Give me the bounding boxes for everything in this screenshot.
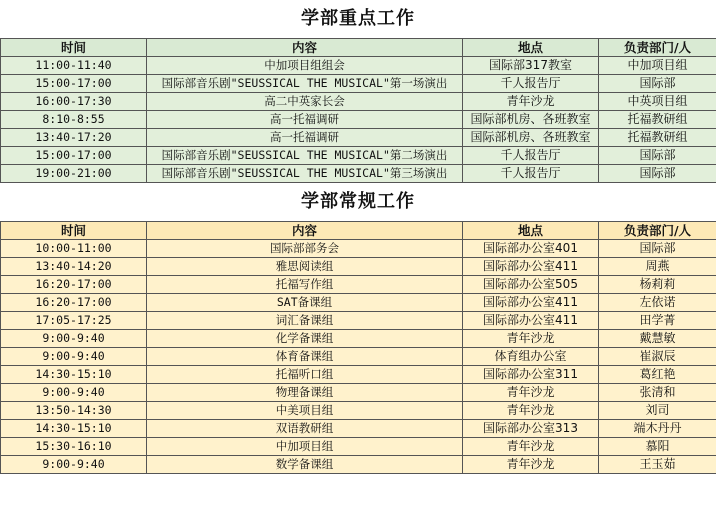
cell-content: 中美项目组 [147, 402, 463, 420]
table-header-row [1, 222, 716, 240]
header-time: 时间 [1, 39, 147, 57]
cell-location: 国际部办公室505 [463, 276, 599, 294]
cell-location: 千人报告厅 [463, 75, 599, 93]
cell-location: 国际部机房、各班教室 [463, 111, 599, 129]
table-row [1, 366, 716, 384]
cell-owner: 中加项目组 [599, 57, 716, 75]
cell-location: 国际部办公室311 [463, 366, 599, 384]
header-owner: 负责部门/人 [599, 222, 716, 240]
cell-owner: 托福教研组 [599, 129, 716, 147]
table-row [1, 240, 716, 258]
cell-content: 中加项目组组会 [147, 57, 463, 75]
cell-content: 化学备课组 [147, 330, 463, 348]
cell-time: 14:30-15:10 [1, 366, 147, 384]
cell-time: 16:20-17:00 [1, 294, 147, 312]
cell-time: 13:50-14:30 [1, 402, 147, 420]
header-location: 地点 [463, 39, 599, 57]
cell-owner: 戴慧敏 [599, 330, 716, 348]
cell-owner: 王玉茹 [599, 456, 716, 474]
cell-content: 高一托福调研 [147, 111, 463, 129]
cell-time: 17:05-17:25 [1, 312, 147, 330]
table-row [1, 93, 716, 111]
cell-time: 8:10-8:55 [1, 111, 147, 129]
table-row [1, 330, 716, 348]
cell-location: 青年沙龙 [463, 456, 599, 474]
table-row [1, 456, 716, 474]
table-header-row [1, 39, 716, 57]
cell-content: 国际部部务会 [147, 240, 463, 258]
table-row [1, 75, 716, 93]
routine-work-table [0, 221, 716, 474]
cell-location: 国际部办公室411 [463, 294, 599, 312]
table-row [1, 438, 716, 456]
header-time: 时间 [1, 222, 147, 240]
table-row [1, 384, 716, 402]
header-content: 内容 [147, 39, 463, 57]
cell-owner: 周燕 [599, 258, 716, 276]
cell-content: 中加项目组 [147, 438, 463, 456]
cell-content: 高二中英家长会 [147, 93, 463, 111]
table-row [1, 57, 716, 75]
cell-owner: 国际部 [599, 147, 716, 165]
cell-owner: 端木丹丹 [599, 420, 716, 438]
cell-owner: 杨莉莉 [599, 276, 716, 294]
key-work-table [0, 38, 716, 183]
cell-time: 11:00-11:40 [1, 57, 147, 75]
cell-time: 14:30-15:10 [1, 420, 147, 438]
cell-content: 国际部音乐剧"SEUSSICAL THE MUSICAL"第一场演出 [147, 75, 463, 93]
cell-location: 青年沙龙 [463, 402, 599, 420]
cell-time: 9:00-9:40 [1, 330, 147, 348]
cell-time: 16:20-17:00 [1, 276, 147, 294]
cell-time: 9:00-9:40 [1, 348, 147, 366]
cell-content: 双语教研组 [147, 420, 463, 438]
cell-content: 托福写作组 [147, 276, 463, 294]
cell-time: 15:30-16:10 [1, 438, 147, 456]
table-row [1, 165, 716, 183]
header-location: 地点 [463, 222, 599, 240]
cell-location: 青年沙龙 [463, 93, 599, 111]
cell-owner: 中英项目组 [599, 93, 716, 111]
section-title-routine-work: 学部常规工作 [301, 191, 415, 212]
cell-location: 青年沙龙 [463, 384, 599, 402]
cell-location: 国际部办公室411 [463, 312, 599, 330]
cell-content: SAT备课组 [147, 294, 463, 312]
cell-owner: 葛红艳 [599, 366, 716, 384]
cell-owner: 国际部 [599, 240, 716, 258]
cell-owner: 崔淑辰 [599, 348, 716, 366]
cell-owner: 张清和 [599, 384, 716, 402]
header-content: 内容 [147, 222, 463, 240]
cell-location: 国际部机房、各班教室 [463, 129, 599, 147]
cell-content: 高一托福调研 [147, 129, 463, 147]
cell-owner: 托福教研组 [599, 111, 716, 129]
cell-time: 13:40-17:20 [1, 129, 147, 147]
cell-time: 19:00-21:00 [1, 165, 147, 183]
cell-location: 国际部317教室 [463, 57, 599, 75]
table-row [1, 129, 716, 147]
cell-owner: 刘司 [599, 402, 716, 420]
table-row [1, 258, 716, 276]
cell-owner: 国际部 [599, 165, 716, 183]
cell-content: 国际部音乐剧"SEUSSICAL THE MUSICAL"第二场演出 [147, 147, 463, 165]
section-title-key-work: 学部重点工作 [301, 8, 415, 29]
header-owner: 负责部门/人 [599, 39, 716, 57]
cell-location: 体育组办公室 [463, 348, 599, 366]
cell-location: 国际部办公室411 [463, 258, 599, 276]
cell-owner: 慕阳 [599, 438, 716, 456]
table-row [1, 276, 716, 294]
cell-location: 国际部办公室313 [463, 420, 599, 438]
cell-content: 托福听口组 [147, 366, 463, 384]
table-row [1, 111, 716, 129]
cell-time: 13:40-14:20 [1, 258, 147, 276]
cell-location: 青年沙龙 [463, 330, 599, 348]
table-row [1, 348, 716, 366]
table-row [1, 402, 716, 420]
cell-content: 雅思阅读组 [147, 258, 463, 276]
cell-location: 千人报告厅 [463, 147, 599, 165]
cell-time: 10:00-11:00 [1, 240, 147, 258]
cell-location: 国际部办公室401 [463, 240, 599, 258]
cell-owner: 国际部 [599, 75, 716, 93]
cell-time: 9:00-9:40 [1, 456, 147, 474]
cell-content: 数学备课组 [147, 456, 463, 474]
cell-location: 青年沙龙 [463, 438, 599, 456]
cell-time: 9:00-9:40 [1, 384, 147, 402]
table-row [1, 312, 716, 330]
table-row [1, 147, 716, 165]
cell-owner: 左依诺 [599, 294, 716, 312]
table-row [1, 420, 716, 438]
cell-content: 体育备课组 [147, 348, 463, 366]
table-row [1, 294, 716, 312]
cell-time: 15:00-17:00 [1, 75, 147, 93]
cell-owner: 田学菁 [599, 312, 716, 330]
cell-content: 国际部音乐剧"SEUSSICAL THE MUSICAL"第三场演出 [147, 165, 463, 183]
cell-content: 词汇备课组 [147, 312, 463, 330]
cell-time: 16:00-17:30 [1, 93, 147, 111]
cell-location: 千人报告厅 [463, 165, 599, 183]
cell-content: 物理备课组 [147, 384, 463, 402]
cell-time: 15:00-17:00 [1, 147, 147, 165]
